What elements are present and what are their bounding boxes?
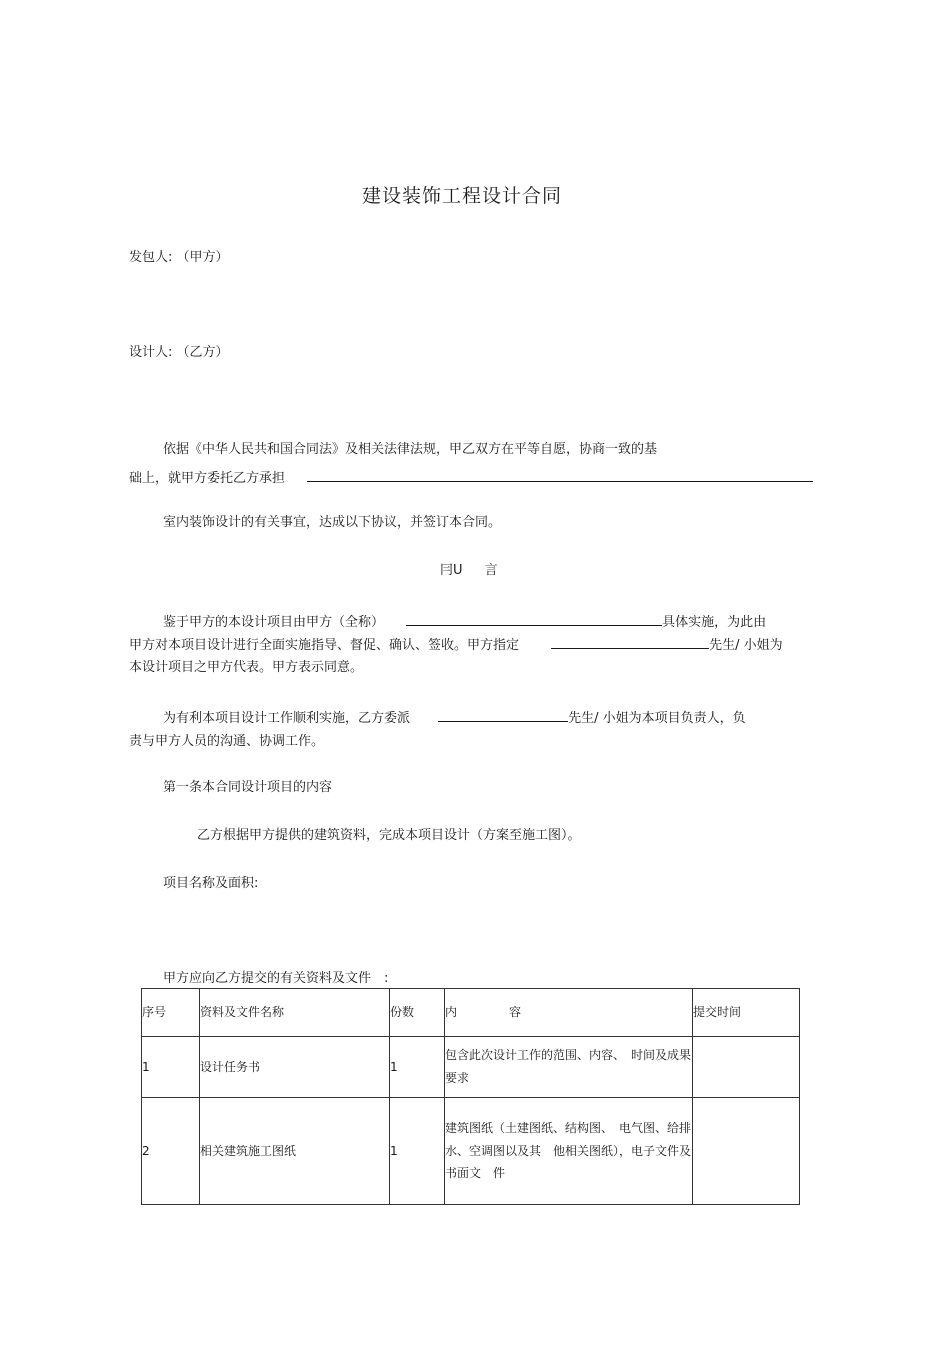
- row-1-no: 1: [142, 1037, 200, 1098]
- header-content: [445, 989, 693, 1037]
- document-title: 建设装饰工程设计合同: [361, 185, 562, 207]
- row-1-submit-time: [693, 1037, 800, 1098]
- para1-line-2-b: 先生/ 小姐为: [709, 638, 783, 653]
- client-rep-blank: [551, 636, 709, 649]
- para2-line-1-a: 为有利本项目设计工作顺利实施，乙方委派: [163, 711, 411, 726]
- para1-line-1: [163, 613, 766, 629]
- header-no: 序号: [142, 989, 200, 1037]
- row-2-no: 2: [142, 1098, 200, 1205]
- header-content-b: 容: [509, 1005, 522, 1020]
- row-2-copies: 1: [390, 1098, 445, 1205]
- row-1-name: 设计任务书: [200, 1037, 390, 1098]
- para1-line-3: 本设计项目之甲方代表。甲方表示同意。: [129, 660, 364, 675]
- intro-line-2-text: 础上，就甲方委托乙方承担: [129, 471, 286, 486]
- project-name-label: 项目名称及面积:: [163, 876, 259, 891]
- preface-heading: [440, 564, 498, 577]
- files-table: [141, 988, 800, 1205]
- intro-line-2: [129, 469, 813, 485]
- preface-heading-part-1: 冃U: [440, 563, 463, 578]
- designer-party-label: 设计人: （乙方）: [129, 345, 229, 360]
- para2-line-1: [163, 709, 746, 725]
- article-1-heading: 第一条本合同设计项目的内容: [163, 780, 333, 795]
- row-1-copies: 1: [390, 1037, 445, 1098]
- para1-line-2: [129, 636, 783, 652]
- table-header-row: [142, 989, 800, 1037]
- commission-blank-line: [307, 469, 813, 482]
- intro-line-3: 室内装饰设计的有关事宜，达成以下协议，并签订本合同。: [163, 515, 502, 530]
- intro-line-1: 依据《中华人民共和国合同法》及相关法律法规，甲乙双方在平等自愿，协商一致的基: [163, 442, 658, 457]
- article-1-body: 乙方根据甲方提供的建筑资料，完成本项目设计（方案至施工图）。: [197, 828, 581, 843]
- table-row: [142, 1037, 800, 1098]
- table-row: [142, 1098, 800, 1205]
- client-party-label: 发包人: （甲方）: [129, 250, 229, 265]
- row-1-content: 包含此次设计工作的范围、内容、 时间及成果要求: [445, 1037, 693, 1098]
- header-name: 资料及文件名称: [200, 989, 390, 1037]
- row-2-submit-time: [693, 1098, 800, 1205]
- row-2-name: 相关建筑施工图纸: [200, 1098, 390, 1205]
- para1-line-2-a: 甲方对本项目设计进行全面实施指导、督促、确认、签收。甲方指定: [129, 638, 520, 653]
- client-fullname-blank: [406, 613, 662, 626]
- header-submit-time: 提交时间: [693, 989, 800, 1037]
- para2-line-1-b: 先生/ 小姐为本项目负责人，负: [568, 711, 746, 726]
- para2-line-2: 责与甲方人员的沟通、协调工作。: [129, 734, 325, 749]
- preface-heading-part-2: 言: [484, 563, 498, 578]
- para1-line-1-a: 鉴于甲方的本设计项目由甲方（全称）: [163, 615, 385, 630]
- files-table-caption: 甲方应向乙方提交的有关资料及文件 :: [163, 971, 389, 986]
- header-copies: 份数: [390, 989, 445, 1037]
- designer-lead-blank: [438, 709, 568, 722]
- header-content-a: 内: [445, 1005, 458, 1020]
- row-2-content: 建筑图纸（土建图纸、结构图、 电气图、给排水、空调图以及其 他相关图纸），电子文件及书面文 件: [445, 1098, 693, 1205]
- para1-line-1-b: 具体实施，为此由: [662, 615, 767, 630]
